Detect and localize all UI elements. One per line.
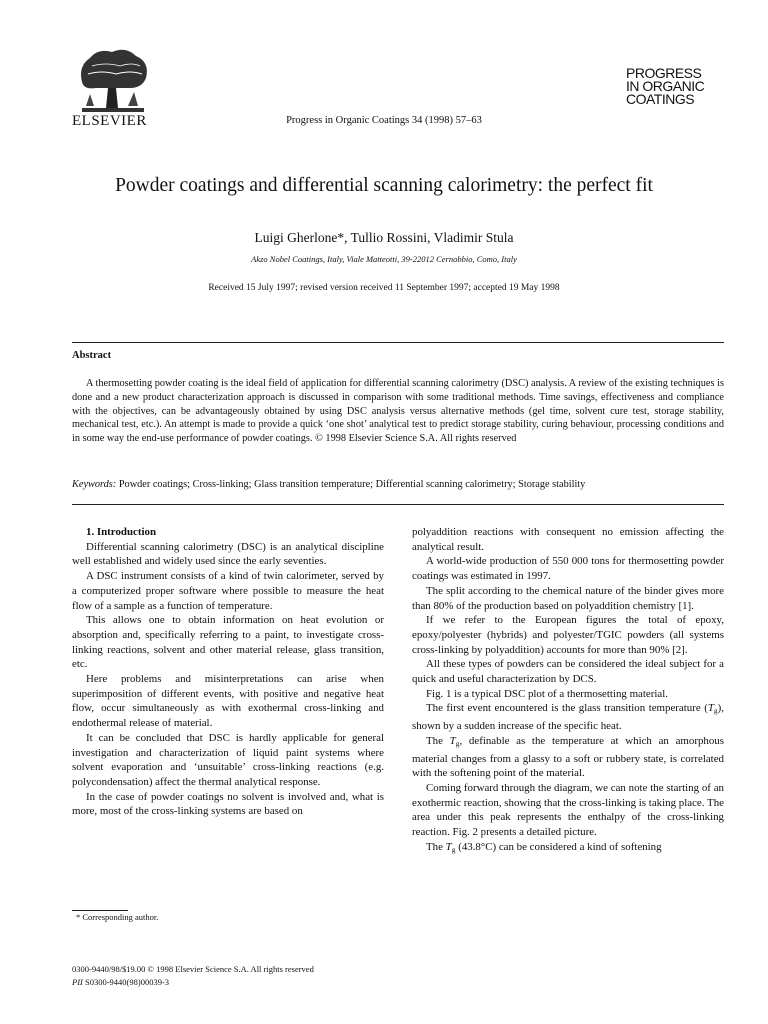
keywords-label: Keywords: <box>72 479 117 490</box>
section-heading: 1. Introduction <box>86 526 156 538</box>
paragraph <box>412 840 724 858</box>
right-column <box>412 525 724 857</box>
journal-logo-line: PROGRESS <box>626 65 702 81</box>
paragraph: This allows one to obtain information on heat evolution or absorption and, specifically referring to a paint, to investigate cross-linking reactions, solvent and other material release, glass transition, etc. <box>72 614 384 671</box>
paragraph <box>412 701 724 733</box>
publisher-name: ELSEVIER <box>72 113 147 129</box>
symbol-subscript: g <box>451 844 456 854</box>
text-run: The first event encountered is the glass transition temperature ( <box>426 702 708 715</box>
symbol-subscript: g <box>455 738 460 748</box>
text-run: , definable as the temperature at which an amorphous material changes from a glassy to a soft or rubbery state, is correlated with the softening point of the material. <box>412 734 724 780</box>
paragraph: Differential scanning calorimetry (DSC) is an analytical discipline well established and widely used since the early seventies. <box>72 540 384 568</box>
paragraph: A world-wide production of 550 000 tons for thermosetting powder coatings was estimated in 1997. <box>412 555 724 583</box>
paragraph: It can be concluded that DSC is hardly applicable for general investigation and characterization of liquid paint systems where solvent evaporation and ‘unsuitable’ cross-linking reactions (e.g. polycondensation) affect the thermal analytical response. <box>72 731 384 788</box>
author-affiliation: Akzo Nobel Coatings, Italy, Viale Matteotti, 39-22012 Cernobbio, Como, Italy <box>251 254 517 264</box>
left-column <box>72 525 384 819</box>
elsevier-tree-logo <box>72 44 154 114</box>
text-run: The <box>426 734 450 747</box>
pii-value: S0300-9440(98)00039-3 <box>82 977 170 987</box>
paragraph: The split according to the chemical nature of the binder gives more than 80% of the production based on polyaddition chemistry [1]. <box>412 584 724 612</box>
keywords <box>72 479 724 490</box>
symbol-subscript: g <box>713 706 718 716</box>
abstract-heading: Abstract <box>72 350 112 361</box>
paragraph: polyaddition reactions with consequent no emission affecting the analytical result. <box>412 526 724 553</box>
journal-logo-line: IN ORGANIC <box>626 78 705 94</box>
paragraph <box>412 734 724 781</box>
text-run: (43.8°C) can be considered a kind of softening <box>455 840 662 853</box>
paragraph: Here problems and misinterpretations can arise when superimposition of different events, with positive and negative heat flow, occur simultaneously as with exothermal cross-linking and endothermal release of material. <box>72 673 384 730</box>
symbol-t: T <box>707 702 714 715</box>
pii-label: PII <box>72 977 83 987</box>
article-authors: Luigi Gherlone*, Tullio Rossini, Vladimir Stula <box>254 230 514 245</box>
footnote: * Corresponding author. <box>76 912 159 922</box>
journal-logo-line: COATINGS <box>626 91 695 107</box>
paragraph: Fig. 1 is a typical DSC plot of a thermosetting material. <box>426 687 668 700</box>
text-run: The <box>426 840 446 853</box>
paragraph: In the case of powder coatings no solvent is involved and, what is more, most of the cross-linking systems are based on <box>72 790 384 818</box>
issn-line: 0300-9440/98/$19.00 © 1998 Elsevier Science S.A. All rights reserved <box>72 964 314 974</box>
divider <box>72 504 724 505</box>
paragraph: If we refer to the European figures the total of epoxy, epoxy/polyester (hybrids) and polyester/TGIC powders (all systems cross-linking by polyaddition) accounts for more than 90% [2]. <box>412 614 724 656</box>
footnote-divider <box>72 910 128 911</box>
paragraph: Coming forward through the diagram, we can note the starting of an exothermic reaction, showing that the cross-linking is taking place. The area under this peak represents the enthalpy of the cross-linking reaction. Fig. 2 presents a detailed picture. <box>412 781 724 839</box>
journal-logo <box>626 67 716 106</box>
symbol-t: T <box>449 734 456 747</box>
paragraph: A DSC instrument consists of a kind of twin calorimeter, served by a computerized proper software where possible to measure the heat flow of a sample as a function of temperature. <box>72 570 384 612</box>
article-title: Powder coatings and differential scanning calorimetry: the perfect fit <box>115 175 653 196</box>
abstract-text: A thermosetting powder coating is the ideal field of application for differential scanning calorimetry (DSC) analysis. A review of the existing techniques is done and a new product characterization approach is discussed in comparison with some traditional methods. Time savings, effectiveness and compliance with the objectives, can be advantageously obtained by using DSC analysis versus alternative methods (gel time, solvent cure test, storage stability, mechanical test, etc.). An attempt is made to provide a quick ‘one shot’ analytical test to predict storage stability, curing behaviour, processing conditions and in some way the end-use performance of powder coatings. © 1998 Elsevier Science S.A. All rights reserved <box>72 378 724 445</box>
keywords-list: Powder coatings; Cross-linking; Glass transition temperature; Differential scanning calorimetry; Storage stability <box>118 479 586 490</box>
divider <box>72 342 724 343</box>
article-dates: Received 15 July 1997; revised version received 11 September 1997; accepted 19 May 1998 <box>208 283 560 293</box>
text-run: ), shown by a sudden increase of the specific heat. <box>412 702 724 733</box>
pii-line <box>72 977 169 987</box>
symbol-t: T <box>445 840 452 853</box>
paragraph: All these types of powders can be considered the ideal subject for a quick and useful characterization by DCS. <box>412 658 724 686</box>
journal-reference: Progress in Organic Coatings 34 (1998) 57–63 <box>286 115 482 126</box>
